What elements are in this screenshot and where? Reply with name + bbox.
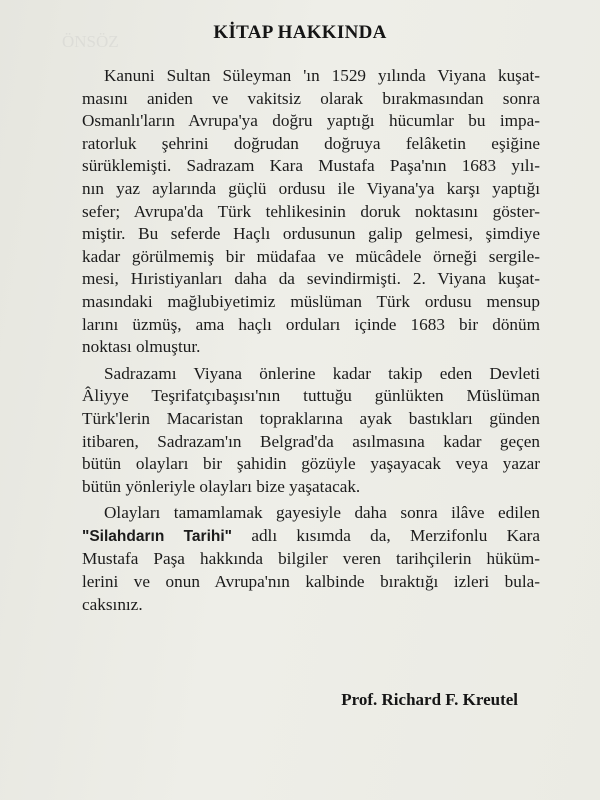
text-line: kadar görülmemiş bir müdafaa ve mücâdele örneği sergile- (82, 246, 540, 266)
text-line: Mustafa Paşa hakkında bilgiler veren tarihçilerin hüküm- (82, 549, 540, 569)
text-line: noktası olmuştur. (82, 337, 201, 357)
text-line: sürüklemişti. Sadrazam Kara Mustafa Paşa'nın 1683 yılı- (82, 156, 540, 176)
text-line: Türk'lerin Macaristan topraklarına ayak bastıkları günden (82, 408, 540, 428)
text-line: miştir. Bu seferde Haçlı ordusunun galip gelmesi, şimdiye (82, 224, 540, 244)
paragraph-3 (82, 502, 540, 616)
text-line: bütün olayları bir şahidin gözüyle yaşayacak veya yazar (82, 454, 540, 474)
page-title: KİTAP HAKKINDA (213, 22, 387, 43)
text-line: bütün yönleriyle olayları bize yaşatacak. (82, 476, 361, 496)
text-line: Olayları tamamlamak gayesiyle daha sonra ilâve edilen (104, 503, 540, 523)
text-line: sefer; Avrupa'da Türk tehlikesinin doruk noktasını göster- (82, 201, 540, 221)
text-line: Âliyye Teşrifatçıbaşısı'nın tuttuğu günlükten Müslüman (82, 386, 540, 406)
text-line: Osmanlı'ların Avrupa'ya doğru yaptığı hücumlar bu impa- (82, 111, 540, 131)
author-signature: Prof. Richard F. Kreutel (341, 690, 518, 709)
paragraph-2 (82, 363, 540, 499)
text-line: caksınız. (82, 594, 143, 614)
text-line: larını üzmüş, ama haçlı orduları içinde 1683 bir dönüm (82, 314, 540, 334)
body-text (82, 65, 540, 616)
text-line: itibaren, Sadrazam'ın Belgrad'da asılmasına kadar geçen (82, 431, 540, 451)
paragraph-1 (82, 65, 540, 359)
text-line: masındaki mağlubiyetimiz müslüman Türk ordusu mensup (82, 291, 540, 311)
text-line: lerini ve onun Avrupa'nın kalbinde bıraktığı izleri bula- (82, 572, 540, 592)
book-section-title: "Silahdarın Tarihi" (82, 527, 233, 545)
ghost-heading: ÖNSÖZ (62, 32, 119, 51)
text-line: nın yaz aylarında güçlü ordusu ile Viyana'ya karşı yaptığı (82, 178, 540, 198)
text-fragment: adlı kısımda da, Merzifonlu Kara (232, 525, 540, 545)
text-line: Sadrazamı Viyana önlerine kadar takip eden Devleti (104, 363, 540, 383)
text-line-with-book-title (82, 525, 540, 549)
text-line: mesi, Hıristiyanları daha da sevindirmişti. 2. Viyana kuşat- (82, 269, 540, 289)
text-line: masını aniden ve vakitsiz olarak bırakmasından sonra (82, 88, 540, 108)
text-line: Kanuni Sultan Süleyman 'ın 1529 yılında Viyana kuşat- (104, 66, 540, 85)
text-line: ratorluk şehrini doğrudan doğruya felâketin eşiğine (82, 133, 540, 153)
